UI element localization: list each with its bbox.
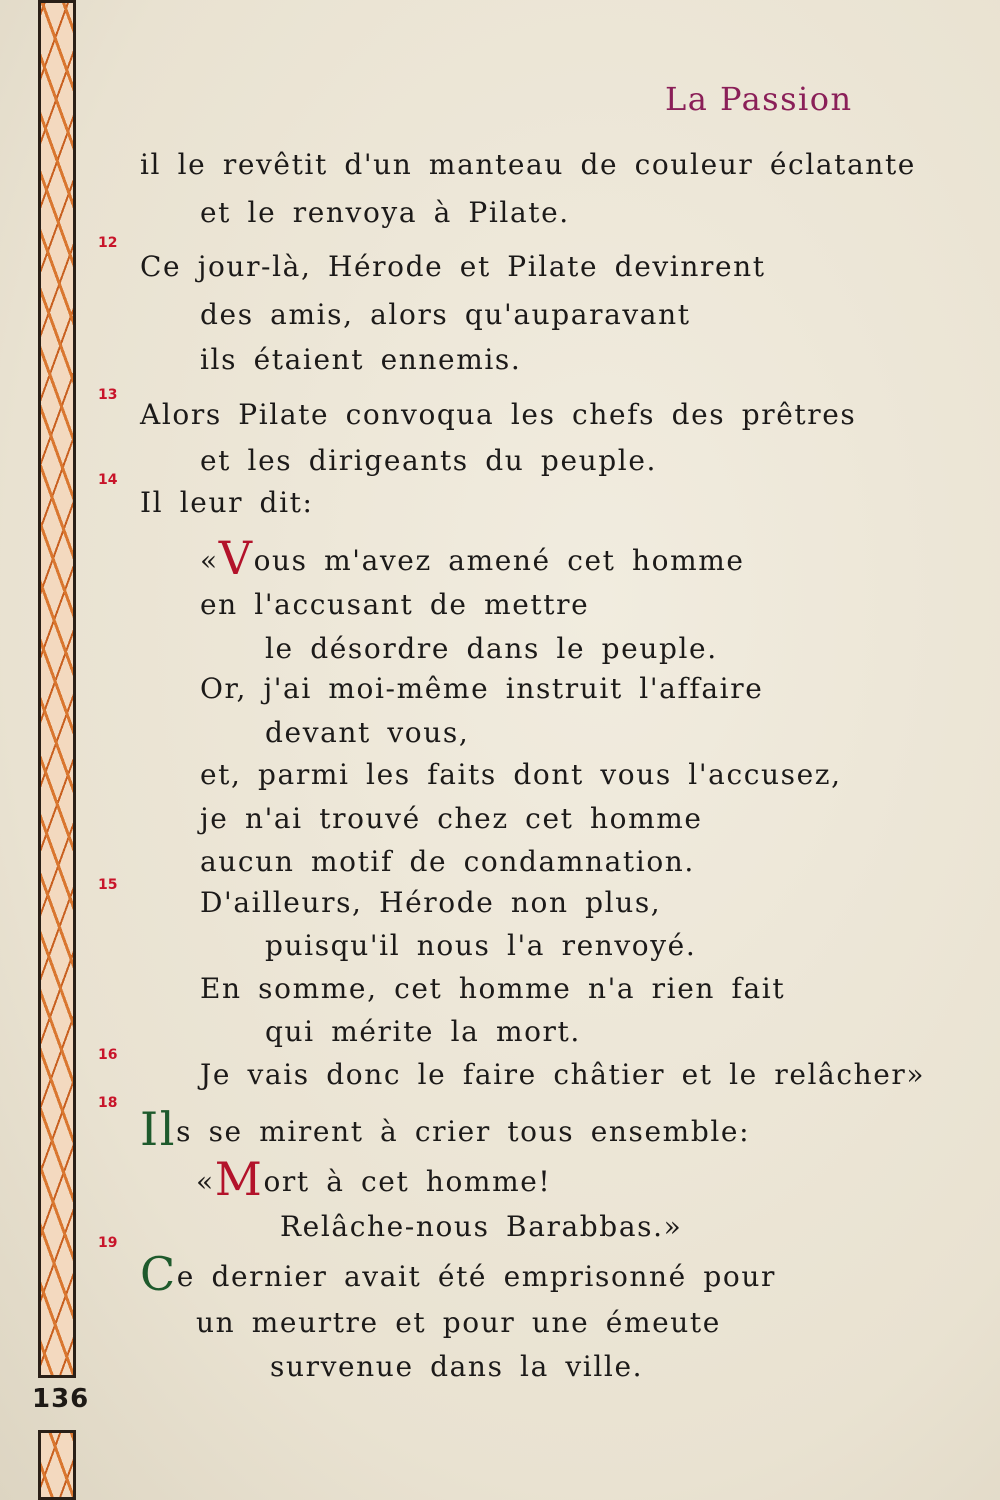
verse-number: 12 xyxy=(98,235,118,251)
text-line: il le revêtit d'un manteau de couleur éclatante xyxy=(140,148,916,181)
text-line: et les dirigeants du peuple. xyxy=(200,444,658,477)
drop-cap-initial: M xyxy=(214,1152,264,1206)
text-line: et le renvoya à Pilate. xyxy=(200,196,570,229)
text-line: en l'accusant de mettre xyxy=(200,588,590,621)
text-line-with-initial xyxy=(200,531,745,585)
verse-number: 18 xyxy=(98,1095,118,1111)
page-number: 136 xyxy=(32,1384,90,1414)
text-line: Relâche-nous Barabbas.» xyxy=(280,1210,683,1243)
text-line: Il leur dit: xyxy=(140,486,314,519)
text-line: des amis, alors qu'auparavant xyxy=(200,298,691,331)
text-line: Alors Pilate convoqua les chefs des prêtres xyxy=(140,398,857,431)
verse-number: 19 xyxy=(98,1235,118,1251)
verse-number: 15 xyxy=(98,877,118,893)
drop-cap-initial: Il xyxy=(140,1102,177,1156)
text-line: je n'ai trouvé chez cet homme xyxy=(200,802,703,835)
drop-cap-initial: V xyxy=(218,531,254,585)
text-line: le désordre dans le peuple. xyxy=(265,632,718,665)
text-line: aucun motif de condamnation. xyxy=(200,845,695,878)
decorative-border-lower xyxy=(38,1430,76,1500)
verse-number: 13 xyxy=(98,387,118,403)
line-text: ort à cet homme! xyxy=(263,1165,552,1198)
text-line: ils étaient ennemis. xyxy=(200,343,522,376)
text-line-with-initial xyxy=(140,1247,776,1301)
drop-cap-initial: C xyxy=(140,1247,177,1301)
open-quote: « xyxy=(200,544,219,577)
text-line: un meurtre et pour une émeute xyxy=(196,1306,721,1339)
text-line: En somme, cet homme n'a rien fait xyxy=(200,972,786,1005)
line-text: s se mirent à crier tous ensemble: xyxy=(176,1115,751,1148)
text-line-with-initial xyxy=(140,1102,751,1156)
text-line-with-initial xyxy=(196,1152,552,1206)
decorative-border xyxy=(38,0,76,1378)
text-line: puisqu'il nous l'a renvoyé. xyxy=(265,929,697,962)
open-quote: « xyxy=(196,1165,215,1198)
text-line: et, parmi les faits dont vous l'accusez, xyxy=(200,758,842,791)
text-line: Or, j'ai moi-même instruit l'affaire xyxy=(200,672,764,705)
line-text: ous m'avez amené cet homme xyxy=(253,544,745,577)
line-text: e dernier avait été emprisonné pour xyxy=(176,1260,776,1293)
running-head: La Passion xyxy=(665,80,853,118)
text-line: Je vais donc le faire châtier et le relâcher» xyxy=(200,1058,926,1091)
text-line: qui mérite la mort. xyxy=(265,1015,581,1048)
verse-number: 14 xyxy=(98,472,118,488)
text-line: devant vous, xyxy=(265,716,470,749)
text-line: D'ailleurs, Hérode non plus, xyxy=(200,886,662,919)
text-line: Ce jour-là, Hérode et Pilate devinrent xyxy=(140,250,766,283)
text-line: survenue dans la ville. xyxy=(270,1350,644,1383)
verse-number: 16 xyxy=(98,1047,118,1063)
